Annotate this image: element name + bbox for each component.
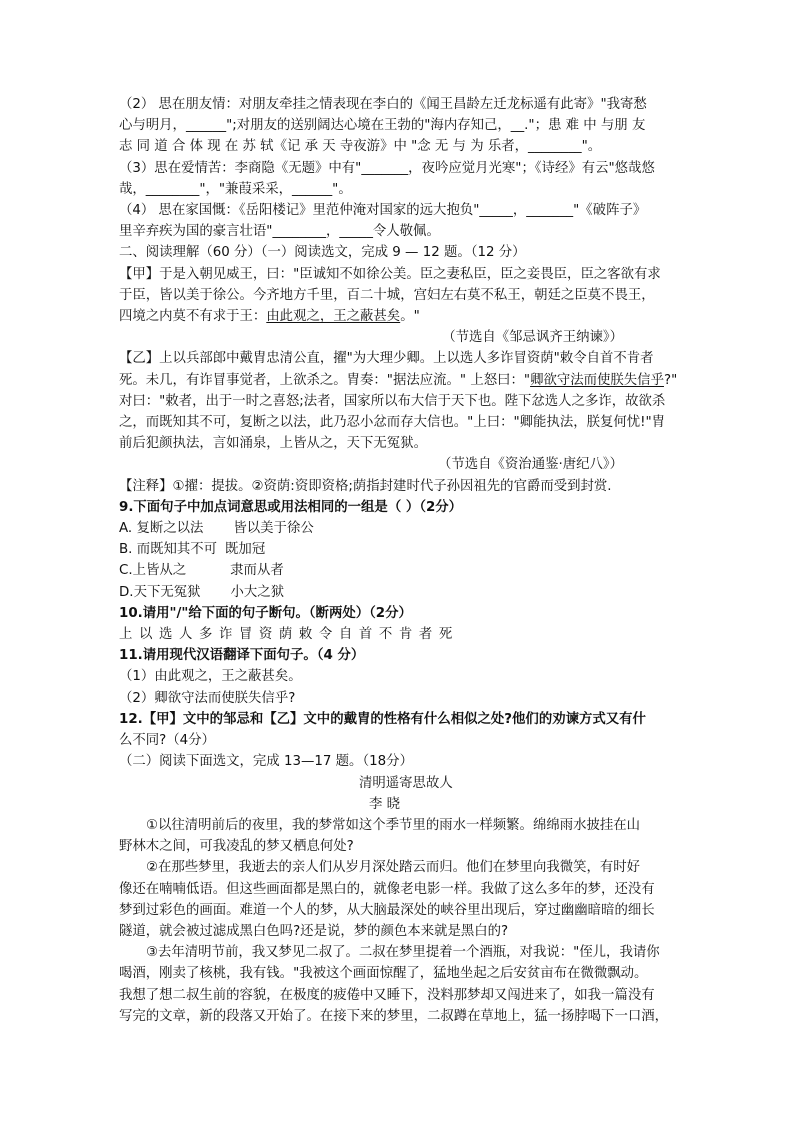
q4-line-2: 里辛弃疾为国的豪言壮语"________，_____令人敬佩。 [119,224,440,240]
section-reading-classical [119,242,679,751]
question-9: 9.下面句子中加点词意思或用法相同的一组是（ ）（2分） [119,499,463,515]
paragraph-3-line-3: 我想了想二叔生前的容貌，在极度的疲倦中又睡下，没料那梦却又闯进来了，如我一篇没有 [119,987,655,1003]
underlined-sentence: 由此观之，王之蔽甚矣 [266,309,401,325]
section-reading-modern [119,751,679,1027]
question-11-item-2: （2）卿欲守法而使朕失信乎? [119,690,296,706]
option-c: C.上皆从之 隶而从者 [119,563,284,579]
section-poetry-recitation [119,94,679,242]
annotation-note: 【注释】①擢：提拔。②资荫:资即资格;荫指封建时代子孙因祖先的官爵而受到封赏. [119,478,612,494]
passage-jia-source: （节选自《邹忌讽齐王纳谏》） [442,330,623,346]
option-d: D.天下无冤狱 小大之狱 [119,584,285,600]
paragraph-1-line-1: ①以往清明前后的夜里，我的梦常如这个季节里的雨水一样频繁。绵绵雨水披挂在山 [146,817,641,833]
question-11-item-1: （1）由此观之，王之蔽甚矣。 [119,669,302,685]
exam-page [119,94,679,1027]
question-11: 11.请用现代汉语翻译下面句子。（4 分） [119,648,365,664]
q2-line-2: 心与明月，______";对朋友的送别阔达心境在王勃的"海内存知己，__."；患 难 中 与朋 友 [119,118,646,134]
paragraph-3-line-4: 写完的文章，新的段落又开始了。在接下来的梦里，二叔蹲在草地上，猛一扬脖喝下一口酒， [119,1008,669,1024]
passage-yi-line-4: 之，而既知其不可，复断之以法，此乃忍小忿而存大信也。"上曰："卿能执法，朕复何忧!"胄 [119,415,666,431]
passage-yi-line-2: 死。未几，有诈冒事觉者，上欲杀之。胄奏："据法应流。" 上怒曰："卿欲守法而使朕失信乎?" [119,372,678,388]
question-10-sentence: 上以选人多诈冒资荫敕令自首不肯者死 [119,627,459,643]
passage-jia-line-2: 于臣，皆以美于徐公。今齐地方千里，百二十城，宫妇左右莫不私王，朝廷之臣莫不畏王， [119,287,655,303]
q3-line-2: 哉，________"，"兼葭采采，______"。 [119,181,352,197]
option-a: A. 复断之以法 皆以美于徐公 [119,521,314,537]
passage-yi-source: （节选自《资治通鉴·唐纪八》） [437,457,623,473]
passage-yi-line-5: 前后犯颜执法，言如涌泉，上皆从之，天下无冤狱。 [119,436,427,452]
paragraph-1-line-2: 野林木之间，可我凌乱的梦又栖息何处? [119,839,354,855]
passage-jia-line-1: 【甲】于是入朝见威王，曰："臣诚知不如徐公美。臣之妻私臣，臣之妾畏臣，臣之客欲有求 [119,266,661,282]
paragraph-2-line-1: ②在那些梦里，我逝去的亲人们从岁月深处踏云而归。他们在梦里向我微笑，有时好 [146,860,641,876]
question-12-line-1: 12.【甲】文中的邹忌和【乙】文中的戴胄的性格有什么相似之处?他们的劝谏方式又有什 [119,711,646,727]
question-12-line-2: 么不同?（4分） [119,733,215,749]
passage-yi-line-1: 【乙】上以兵部郎中戴胄忠清公直，擢"为大理少卿。上以选人多诈冒资荫"敕令自首不肯者 [119,351,654,367]
underlined-sentence: 卿欲守法而使朕失信乎 [530,372,664,388]
q3-line-1: （3）思在爱情苦：李商隐《无题》中有"_______，夜吟应觉月光寒"；《诗经》有云"悠哉悠 [119,160,655,176]
question-10: 10.请用"/"给下面的句子断句。（断两处）（2分） [119,605,412,621]
paragraph-3-line-1: ③去年清明节前，我又梦见二叔了。二叔在梦里提着一个酒瓶，对我说："侄儿，我请你 [146,945,660,961]
paragraph-2-line-3: 梦到过彩色的画面。难道一个人的梦，从大脑最深处的峡谷里出现后，穿过幽幽暗暗的细长 [119,902,655,918]
paragraph-2-line-2: 像还在喃喃低语。但这些画面都是黑白的，就像老电影一样。我做了这么多年的梦，还没有 [119,881,655,897]
paragraph-3-line-2: 喝酒，刚卖了核桃，我有钱。"我被这个画面惊醒了，猛地坐起之后安贫亩布在微微飘动。 [119,966,648,982]
q2-line-1: （2） 思在朋友情：对朋友牵挂之情表现在李白的《闻王昌龄左迁龙标遥有此寄》"我寄愁 [119,97,647,112]
paragraph-2-line-4: 隧道，就会被过滤成黑白色吗?还是说，梦的颜色本来就是黑白的? [119,923,509,939]
q4-line-1: （4） 思在家国慨：《岳阳楼记》里范仲淹对国家的远大抱负"_____，_______"《破阵子》 [119,203,647,219]
passage-jia-line-3: 四境之内莫不有求于王：由此观之，王之蔽甚矣。" [119,309,420,325]
passage-yi-line-3: 对曰："敕者，出于一时之喜怒;法者，国家所以布大信于天下也。陛下忿选人之多诈，故欲杀 [119,393,666,409]
option-b: B. 而既知其不可 既加冠 [119,542,266,558]
section-header: 二、阅读理解（60 分）（一）阅读选文，完成 9 — 12 题。（12 分） [119,245,526,261]
q2-line-3: 志 同 道 合 体 现 在 苏 轼《记 承 天 寺夜游》中 "念 无 与 为 乐者，________"。 [119,139,602,155]
section-header: （二）阅读下面选文，完成 13—17 题。（18分） [119,754,413,770]
essay-author: 李 晓 [369,796,401,812]
essay-title: 清明遥寄思故人 [359,775,453,791]
